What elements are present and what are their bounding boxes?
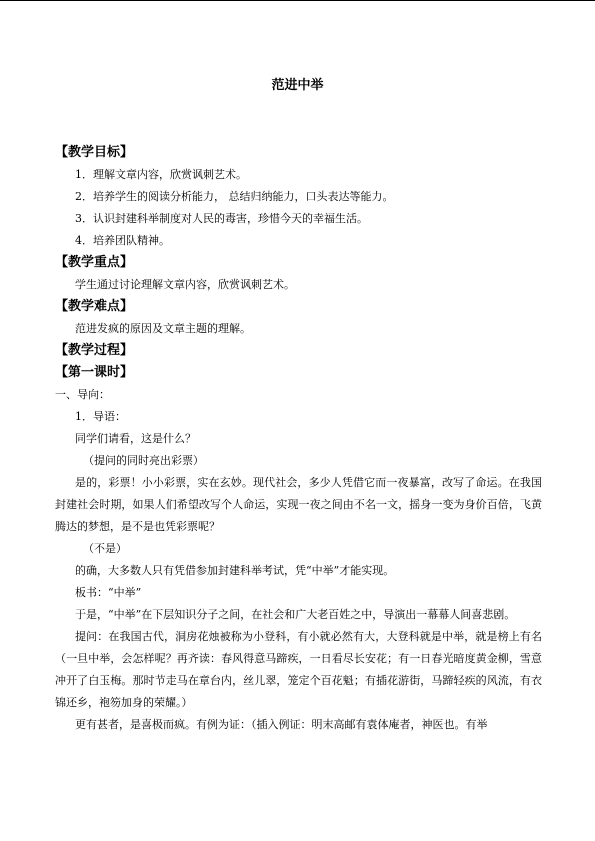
board-note: 板书：“中举”: [75, 586, 142, 599]
top-border-line: [0, 0, 595, 1]
paragraph: 是的，彩票！小小彩票，实在玄妙。现代社会，多少人凭借它而一夜暴富，改写了命运。在我国封建社会时期，如果人们希望改写个人命运，实现一夜之间由不名一文，摇身一变为身价百倍，飞黄腾达的梦想，是不是也凭彩票呢？: [55, 476, 542, 533]
question-note: （提问的同时亮出彩票）: [83, 454, 204, 467]
section-heading-difficulties: 【教学难点】: [55, 299, 134, 314]
paragraph: 于是，“中举”在下层知识分子之间，在社会和广大老百姓之中，导演出一幕幕人间喜悲剧。: [75, 608, 516, 621]
document-title: 范进中举: [271, 78, 324, 93]
goal-item: 1．理解文章内容，欣赏讽刺艺术。: [75, 168, 247, 181]
section-heading-process: 【教学过程】: [55, 343, 134, 358]
lead-label: 1．导语：: [75, 410, 126, 423]
answer-note: （不是）: [83, 542, 127, 555]
section-heading-key-points: 【教学重点】: [55, 255, 134, 270]
intro-label: 一、导向：: [55, 388, 110, 401]
goal-item: 2．培养学生的阅读分析能力， 总结归纳能力，口头表达等能力。: [75, 190, 394, 203]
section-heading-goals: 【教学目标】: [55, 145, 134, 160]
document-body: [55, 142, 542, 736]
key-points-text: 学生通过讨论理解文章内容，欣赏讽刺艺术。: [75, 278, 295, 291]
difficulties-text: 范进发疯的原因及文章主题的理解。: [75, 322, 251, 335]
paragraph: 的确，大多数人只有凭借参加封建科举考试，凭“中举”才能实现。: [75, 564, 395, 577]
paragraph: 提问：在我国古代，洞房花烛被称为小登科，有小就必然有大，大登科就是中举，就是榜上有名（一旦中举，会怎样呢？再齐读：春风得意马蹄疾，一日看尽长安花；有一日春光暗度黄金柳，雪意冲开了白玉梅。那时节走马在章台内，丝儿翠，笼定个百花魁；有插花游街，马蹄轻疾的风流，有衣锦还乡，袍笏加身的荣耀。）: [55, 630, 542, 709]
section-heading-first-lesson: 【第一课时】: [55, 365, 134, 380]
paragraph: 更有甚者，是喜极而疯。有例为证：（插入例证：明末高邮有袁体庵者，神医也。有举: [75, 718, 488, 731]
goal-item: 4．培养团队精神。: [75, 234, 170, 247]
question-text: 同学们请看，这是什么？: [75, 432, 196, 445]
goal-item: 3．认识封建科举制度对人民的毒害，珍惜今天的幸福生活。: [75, 212, 368, 225]
